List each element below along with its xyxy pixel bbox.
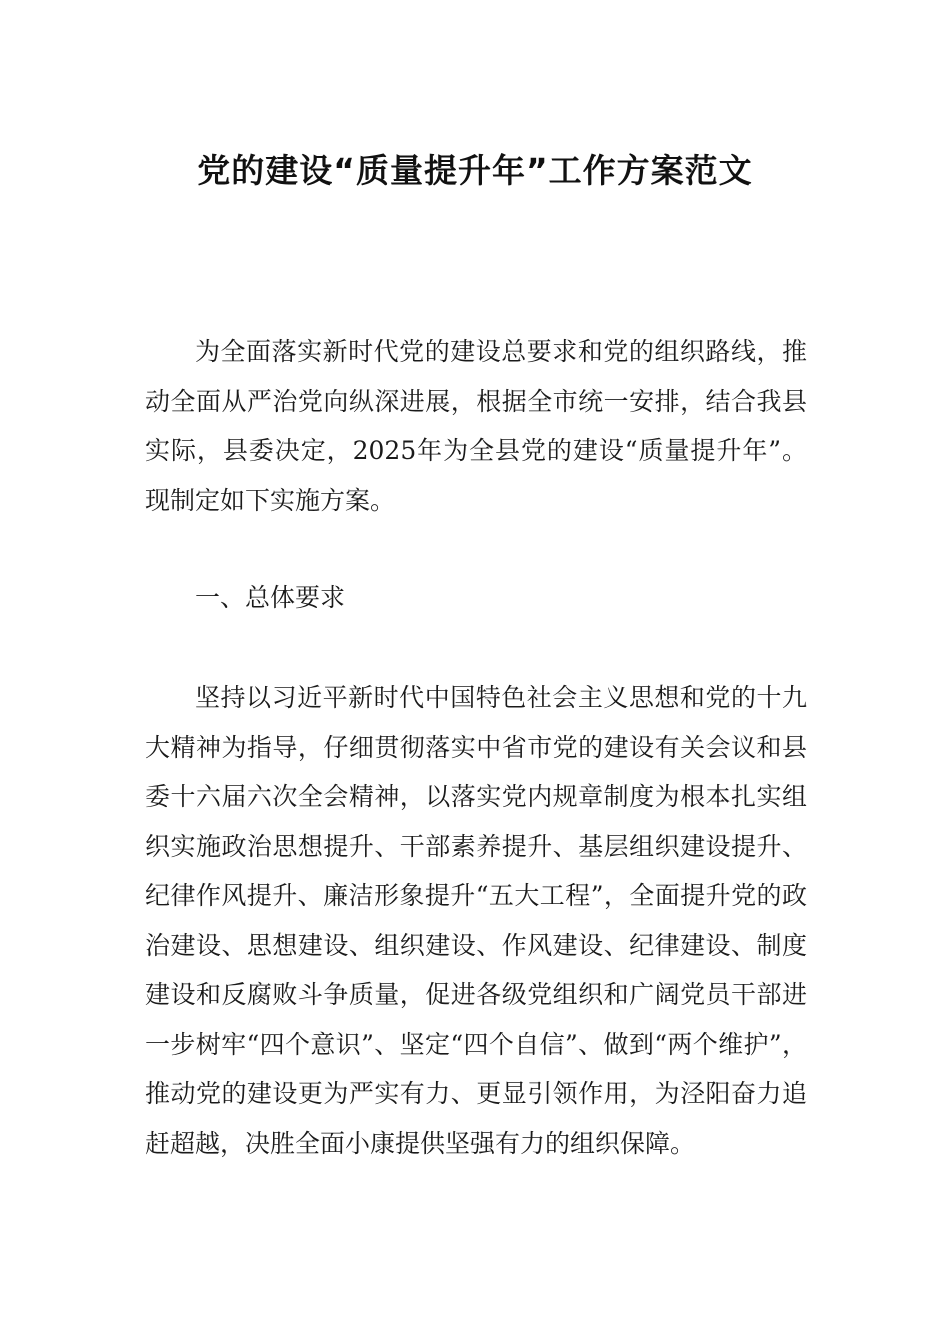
document-title: 党的建设“质量提升年”工作方案范文 <box>197 151 753 191</box>
requirements-paragraph: 坚持以习近平新时代中国特色社会主义思想和党的十九大精神为指导，仔细贯彻落实中省市党的建设有关会议和县委十六届六次全会精神，以落实党内规章制度为根本扎实组织实施政治思想提升、干部素养提升、基层组织建设提升、纪律作风提升、廉洁形象提升“五大工程”，全面提升党的政治建设、思想建设、组织建设、作风建设、纪律建设、制度建设和反腐败斗争质量，促进各级党组织和广阔党员干部进一步树牢“四个意识”、坚定“四个自信”、做到“两个维护”，推动党的建设更为严实有力、更显引领作用，为泾阳奋力追赶超越，决胜全面小康提供坚强有力的组织保障。 <box>145 683 807 1158</box>
intro-paragraph: 为全面落实新时代党的建设总要求和党的组织路线，推动全面从严治党向纵深进展，根据全市统一安排，结合我县实际，县委决定，2025年为全县党的建设“质量提升年”。现制定如下实施方案。 <box>145 337 807 515</box>
section-heading: 一、总体要求 <box>195 583 346 612</box>
